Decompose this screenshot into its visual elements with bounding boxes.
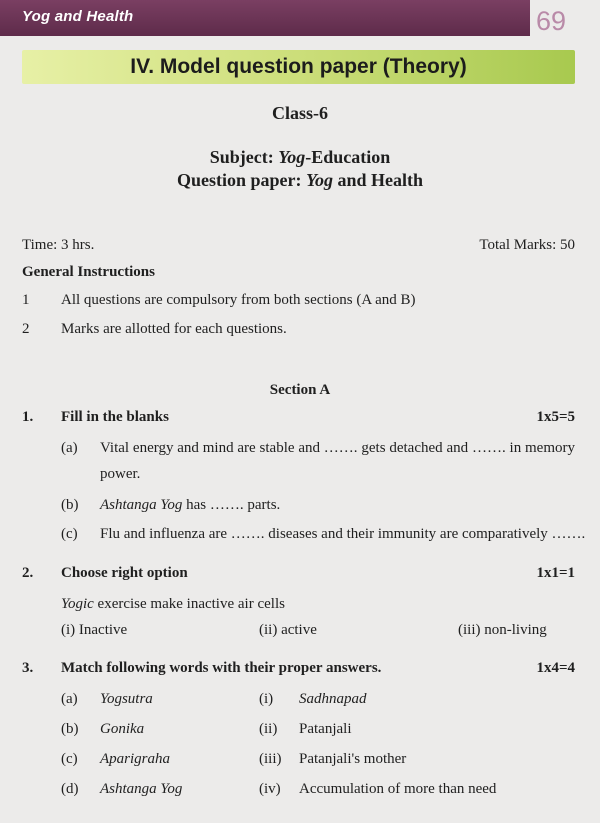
class-label: Class-6 (271, 103, 328, 123)
match-right-label: (ii) (259, 721, 278, 737)
match-left-term: Aparigraha (100, 751, 171, 767)
time-allowed: Time: 3 hrs. (22, 237, 95, 253)
question-title: Fill in the blanks (61, 409, 169, 425)
subject-line (0, 147, 600, 168)
question-marks: 1x5=5 (536, 409, 575, 425)
match-left-term: Ashtanga Yog (100, 781, 183, 797)
general-instructions-heading: General Instructions (22, 264, 155, 280)
match-left-term: Yogsutra (100, 691, 153, 707)
question-number: 1. (22, 409, 34, 425)
option-ii: (ii) active (259, 622, 317, 638)
option-i: (i) Inactive (61, 622, 128, 638)
total-marks: Total Marks: 50 (479, 237, 575, 253)
sub-question-rest: has ……. parts. (182, 497, 281, 513)
question-title: Match following words with their proper answers. (61, 660, 382, 676)
subject-prefix: Subject: (209, 147, 279, 167)
sub-question-italic: Ashtanga Yog (100, 497, 183, 513)
sub-question-label: (c) (61, 526, 78, 542)
chapter-title: IV. Model question paper (Theory) (130, 55, 467, 78)
match-left-label: (b) (61, 721, 79, 737)
running-header-title: Yog and Health (22, 8, 134, 25)
qp-suffix: and Health (332, 170, 424, 190)
stem-rest: exercise make inactive air cells (93, 596, 285, 612)
sub-question-text-continued: power. (100, 466, 141, 482)
match-right-label: (i) (259, 691, 274, 707)
question-marks: 1x1=1 (536, 565, 575, 581)
question-stem (61, 596, 285, 613)
subject-suffix: -Education (305, 147, 391, 167)
match-right-term: Patanjali (299, 721, 352, 737)
option-iii: (iii) non-living (458, 622, 547, 638)
question-number: 3. (22, 660, 34, 676)
qp-prefix: Question paper: (176, 170, 306, 190)
sub-question-text: Flu and influenza are ……. diseases and their immunity are comparatively ……. (100, 526, 586, 542)
qp-name: Yog (305, 170, 333, 190)
instruction-number: 1 (22, 292, 30, 308)
sub-question-label: (b) (61, 497, 79, 513)
page-number: 69 (536, 6, 567, 36)
match-left-label: (c) (61, 751, 78, 767)
question-number: 2. (22, 565, 34, 581)
match-right-term: Patanjali's mother (299, 751, 407, 767)
match-left-label: (a) (61, 691, 78, 707)
chapter-banner (22, 50, 575, 84)
sub-question-label: (a) (61, 440, 78, 456)
question-paper-line (0, 170, 600, 191)
section-title: Section A (269, 382, 331, 398)
instruction-number: 2 (22, 321, 30, 337)
question-title: Choose right option (61, 565, 188, 581)
match-right-term: Sadhnapad (299, 691, 367, 707)
question-marks: 1x4=4 (536, 660, 575, 676)
sub-question-text: Vital energy and mind are stable and ……. gets detached and ……. in memory (100, 440, 575, 456)
match-right-label: (iii) (259, 751, 282, 767)
instruction-text: All questions are compulsory from both sections (A and B) (61, 292, 416, 308)
match-right-term: Accumulation of more than need (299, 781, 497, 797)
stem-italic: Yogic (61, 596, 94, 612)
match-left-label: (d) (61, 781, 79, 797)
match-left-term: Gonika (100, 721, 145, 737)
match-right-label: (iv) (259, 781, 281, 797)
sub-question-text (100, 497, 280, 514)
subject-name: Yog (278, 147, 306, 167)
instruction-text: Marks are allotted for each questions. (61, 321, 287, 337)
